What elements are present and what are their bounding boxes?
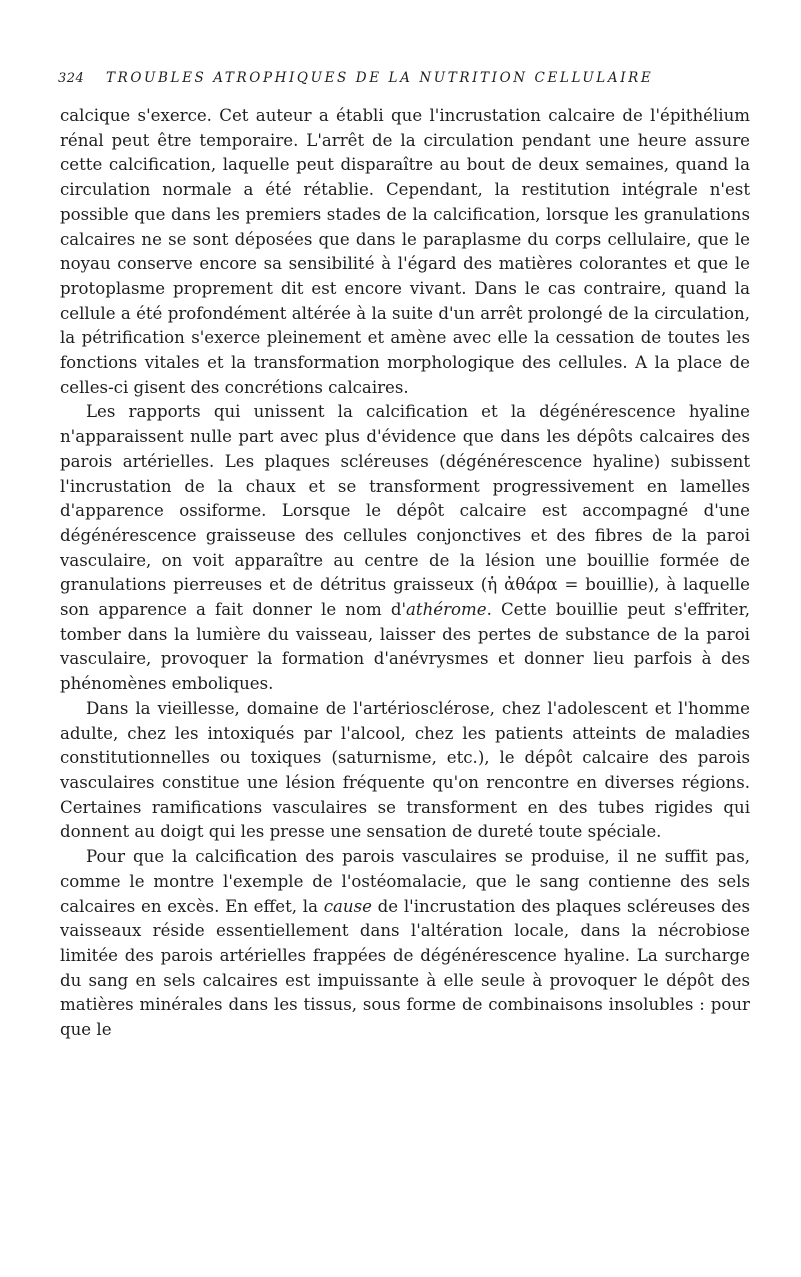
term-atherome: athérome bbox=[406, 600, 487, 620]
book-page bbox=[60, 70, 750, 1043]
paragraph-calcification-reversibility: calcique s'exerce. Cet auteur a établi que l'incrustation calcaire de l'épithélium rénal peut être temporaire. L'arrêt de la circulation pendant une heure assure cette calcification, laquelle peut disparaître au bout de deux semaines, quand la circulation normale a été rétablie. Cependant, la restitution intégrale n'est possible que dans les premiers stades de la calcification, lorsque les granulations calcaires ne se sont déposées que dans le paraplasme du corps cellulaire, que le noyau conserve encore sa sensibilité à l'égard des matières colorantes et que le protoplasme proprement dit est encore vivant. Dans le cas contraire, quand la cellule a été profondément altérée à la suite d'un arrêt prolongé de la circulation, la pétrification s'exerce pleinement et amène avec elle la cessation de toutes les fonctions vitales et la transformation morphologique des cellules. A la place de celles-ci gisent des concrétions calcaires. bbox=[60, 106, 750, 397]
page-number: 324 bbox=[58, 71, 85, 86]
paragraph-atherome bbox=[60, 400, 750, 696]
running-title: TROUBLES ATROPHIQUES DE LA NUTRITION CELLULAIRE bbox=[106, 70, 654, 86]
running-head bbox=[58, 70, 750, 92]
paragraph-cause-text: Pour que la calcification des parois vasculaires se produise, il ne suffit pas, comme le montre l'exemple de l'ostéomalacie, que le sang contienne des sels calcaires en excès. En effet, la bbox=[60, 847, 750, 916]
term-cause: cause bbox=[323, 896, 372, 916]
paragraph-cause bbox=[60, 845, 750, 1043]
paragraph-cause-text-end: de l'incrustation des plaques scléreuses des vaisseaux réside essentiellement dans l'altération locale, dans la nécrobiose limitée des parois artérielles frappées de dégénérescence hyaline. La surcharge du sang en sels calcaires est impuissante à elle seule à provoquer le dépôt des matières minérales dans les tissus, sous forme de combinaisons insolubles : pour que le bbox=[60, 896, 750, 1040]
paragraph-arteriosclerose: Dans la vieillesse, domaine de l'artériosclérose, chez l'adolescent et l'homme adulte, chez les intoxiqués par l'alcool, chez les patients atteints de maladies constitutionnelles ou toxiques (saturnisme, etc.), le dépôt calcaire des parois vasculaires constitue une lésion fréquente qu'on rencontre en diverses régions. Certaines ramifications vasculaires se transforment en des tubes rigides qui donnent au doigt qui les presse une sensation de dureté toute spéciale. bbox=[60, 698, 750, 842]
body-text bbox=[60, 104, 750, 1043]
paragraph-atherome-text: Les rapports qui unissent la calcification et la dégénérescence hyaline n'apparaissent nulle part avec plus d'évidence que dans les dépôts calcaires des parois artérielles. Les plaques scléreuses (dégénérescence hyaline) subissent l'incrustation de la chaux et se transforment progressivement en lamelles d'apparence ossiforme. Lorsque le dépôt calcaire est accompagné d'une dégénérescence graisseuse des cellules conjonctives et des fibres de la paroi vasculaire, on voit apparaître au centre de la lésion une bouillie formée de granulations pierreuses et de détritus graisseux (ἡ ἀθάρα = bouillie), à laquelle son apparence a fait donner le nom d' bbox=[60, 402, 750, 620]
paragraph-atherome-text-end: . Cette bouillie peut s'effriter, tomber dans la lumière du vaisseau, laisser des pertes de substance de la paroi vasculaire, provoquer la formation d'anévrysmes et donner lieu parfois à des phénomènes emboliques. bbox=[60, 600, 750, 694]
